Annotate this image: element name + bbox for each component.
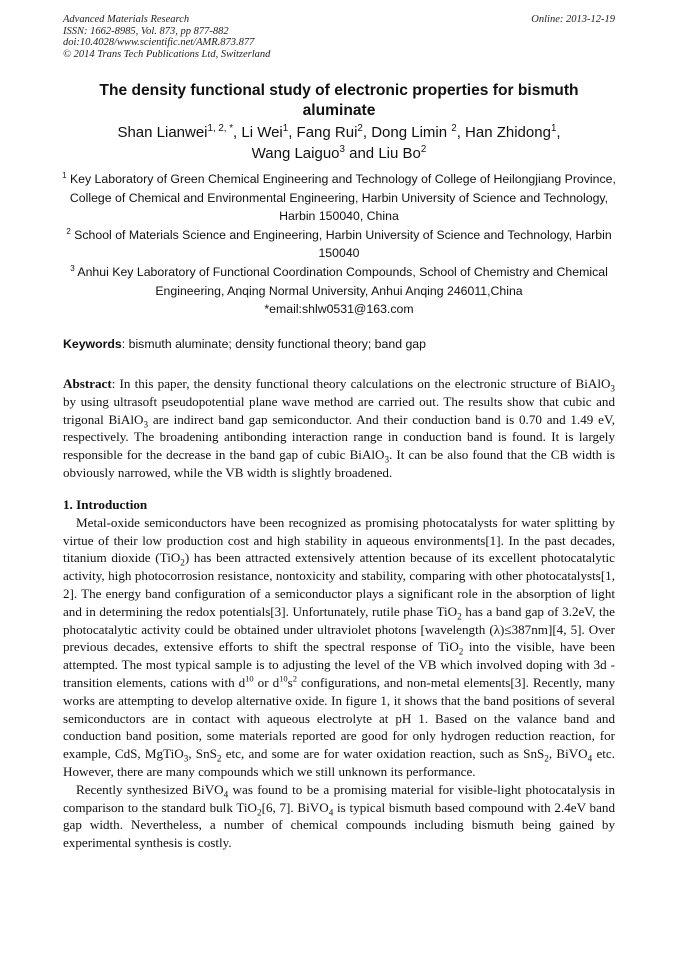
- affiliation-text: School of Materials Science and Engineering, Harbin University of Science and Technology, Harbin 150040: [70, 227, 612, 261]
- abstract-text: : In this paper, the density functional theory calculations on the electronic structure of BiAlO: [111, 376, 611, 391]
- text-run: s: [287, 674, 293, 690]
- text-run: [6, 7]. BiVO: [261, 799, 329, 815]
- separator: ,: [233, 124, 242, 141]
- author-name: Shan Lianwei: [117, 124, 208, 141]
- text-run: configurations, and non-metal elements[3]. Recently, many works are attempting to develop alternative oxide. In figure 1, it shows that the band positions of several semiconductors are in contact with aqueous electrolyte at pH 1. Based on the valance band and conduction band position, some materials reported are good for only hydrogen reduction reaction, for example, CdS, MgTiO: [63, 674, 615, 762]
- author-affiliation-mark: 1: [550, 123, 557, 134]
- affiliation-number: 3: [70, 263, 75, 273]
- author-affiliation-mark: 3: [339, 143, 345, 155]
- keywords-label: Keywords: [63, 337, 122, 351]
- author-affiliation-mark: 2: [357, 123, 363, 134]
- affiliation-number: 2: [66, 226, 71, 236]
- intro-paragraph-1: [63, 514, 615, 781]
- affiliation-number: 1: [62, 170, 67, 180]
- subscript: 2: [257, 807, 262, 818]
- subscript: 3: [183, 753, 189, 764]
- separator: ,: [362, 124, 372, 141]
- intro-paragraph-2: [63, 781, 615, 852]
- text-run: into the visible, have been attempted. The most typical sample is to adjusting the level of the VB which involved doping with 3d -transition elements, cations with d: [63, 639, 615, 690]
- subscript: 3: [384, 454, 390, 465]
- affiliation-3: [55, 263, 623, 300]
- subscript: 4: [587, 753, 593, 764]
- paper-title: The density functional study of electronic properties for bismuth aluminate: [99, 82, 579, 119]
- text-run: is typical bismuth based compound with 2.4eV band gap width. Nevertheless, a number of chemical compounds including bismuth being gained by experimental synthesis is costly.: [63, 799, 615, 851]
- subscript: 4: [223, 789, 229, 800]
- text-run: has a band gap of 3.2eV, the photocatalytic activity could be obtained under ultraviolet photons [wavelength (λ)≤387nm][4, 5]. Over previous decades, extensive efforts to shift the spectral response of TiO: [63, 603, 615, 655]
- author-affiliation-mark: 1, 2, *: [207, 123, 234, 134]
- affiliation-2: [55, 226, 623, 263]
- author-name: Li Wei: [241, 124, 283, 141]
- author-affiliation-mark: 2: [420, 143, 427, 155]
- author-name: Han Zhidong: [465, 124, 551, 141]
- journal-header: [63, 14, 615, 60]
- text-run: , SnS: [188, 746, 217, 762]
- text-run: Recently synthesized BiVO: [76, 781, 224, 797]
- superscript: 10: [245, 673, 254, 684]
- subscript: 3: [610, 383, 615, 394]
- doi-line: doi:10.4028/www.scientific.net/AMR.873.877: [63, 37, 255, 49]
- copyright-line: © 2014 Trans Tech Publications Ltd, Switzerland: [63, 48, 271, 60]
- abstract-text: . It can be also found that the CB width is obviously narrowed, while the VB width is slightly broadened.: [63, 447, 615, 480]
- keywords-section: [63, 336, 615, 352]
- author-affiliation-mark: 2: [451, 123, 457, 134]
- separator: ,: [288, 124, 297, 141]
- subscript: 2: [216, 753, 222, 764]
- text-run: or d: [253, 674, 280, 690]
- subscript: 2: [180, 558, 185, 568]
- journal-name: Advanced Materials Research: [63, 14, 190, 25]
- author-name: Wang Laiguo: [251, 144, 340, 162]
- separator: ,: [556, 124, 561, 141]
- corresponding-email[interactable]: *email:shlw0531@163.com: [264, 302, 414, 317]
- affiliations: [55, 170, 623, 319]
- text-run: etc. However, there are many compounds which we still unknown its performance.: [63, 746, 615, 779]
- introduction-section: [63, 496, 615, 852]
- subscript: 2: [544, 753, 549, 764]
- author-affiliation-mark: 1: [282, 123, 289, 134]
- subscript: 4: [328, 807, 334, 818]
- section-heading: 1. Introduction: [63, 497, 148, 512]
- issn-line: ISSN: 1662-8985, Vol. 873, pp 877-882: [63, 25, 229, 37]
- text-run: etc, and some are for water oxidation reaction, such as SnS: [221, 746, 545, 762]
- subscript: 3: [143, 419, 149, 430]
- superscript: 10: [279, 673, 288, 684]
- subscript: 2: [457, 611, 462, 622]
- author-name: Dong Limin: [371, 124, 452, 141]
- text-run: Metal-oxide semiconductors have been recognized as promising photocatalysts for water splitting by virtue of their low production cost and high stability in aqueous environments[1]. In the past decades, titanium dioxide (TiO: [63, 514, 615, 566]
- text-run: , BiVO: [548, 746, 588, 762]
- author-name: Fang Rui: [296, 124, 358, 141]
- author-name: Liu Bo: [378, 144, 421, 162]
- superscript: 2: [292, 673, 297, 684]
- keywords-text: : bismuth aluminate; density functional theory; band gap: [121, 337, 426, 351]
- abstract-text: by using ultrasoft pseudopotential plane wave method are carried out. The results show that cubic and trigonal BiAlO: [63, 393, 615, 427]
- abstract-text: are indirect band gap semiconductor. And their conduction band is 0.70 and 1.49 eV, respectively. The broadening antibonding interaction range in conduction band is found. It is largely responsible for the decrease in the band gap of cubic BiAlO: [63, 411, 615, 463]
- author-list: [63, 123, 615, 164]
- affiliation-text: Anhui Key Laboratory of Functional Coordination Compounds, School of Chemistry and Chemical Engineering, Anqing Normal University, Anhui Anqing 246011,China: [74, 264, 608, 298]
- abstract-label: Abstract: [63, 376, 112, 391]
- separator: ,: [456, 124, 466, 141]
- abstract-section: [63, 375, 615, 482]
- online-date: Online: 2013-12-19: [531, 14, 615, 25]
- affiliation-1: [55, 170, 623, 226]
- separator: and: [344, 144, 379, 162]
- text-run: was found to be a promising material for visible-light photocatalysis in comparison to the standard bulk TiO: [63, 781, 615, 815]
- subscript: 2: [458, 646, 464, 657]
- affiliation-text: Key Laboratory of Green Chemical Engineering and Technology of College of Heilongjiang Province, College of Chemical and Environmental Engineering, Harbin University of Science and Technology, Harbin 150040, China: [66, 172, 616, 224]
- text-run: ) has been attracted extensively attention because of its excellent photocatalytic activity, high photocorrosion resistance, nontoxicity and stability, comparing with other photocatalysts[1, 2]. The energy band configuration of a semiconductor plays a significant role in the absorption of light and in determining the redox potentials[3]. Unfortunately, rutile phase TiO: [63, 550, 615, 619]
